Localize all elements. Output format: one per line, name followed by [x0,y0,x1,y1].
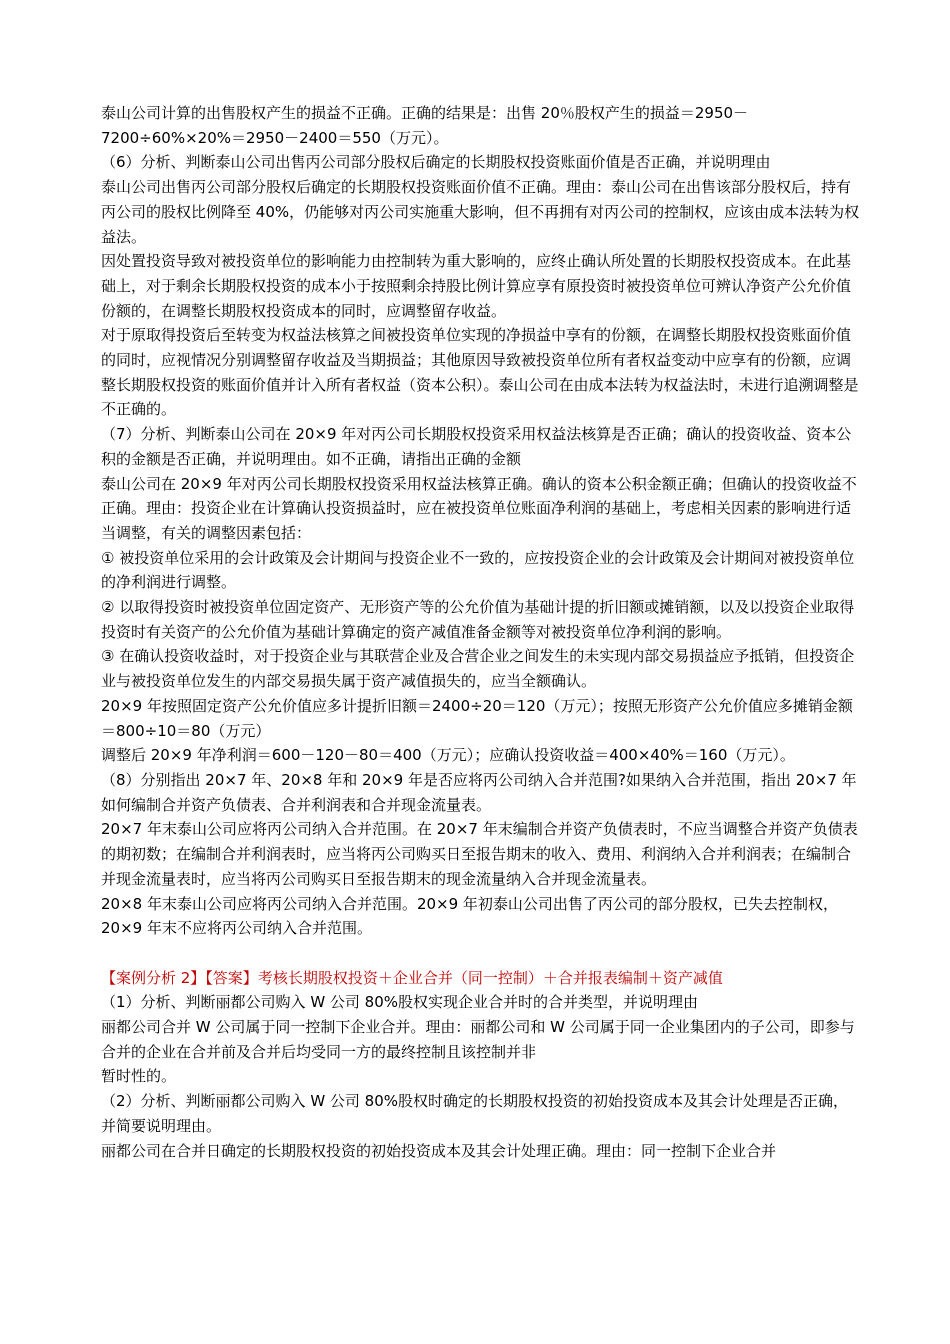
question-7: （7）分析、判断泰山公司在 20×9 年对丙公司长期股权投资采用权益法核算是否正确；确认的投资收益、资本公积的金额是否正确，并说明理由。如不正确，请指出正确的金额 [101,425,852,468]
paragraph-retrospective: 对于原取得投资后至转变为权益法核算之间被投资单位实现的净损益中享有的份额，在调整长期股权投资账面价值的同时，应视情况分别调整留存收益及当期损益；其他原因导致被投资单位所有者权益变动中应享有的份额，应调整长期股权投资的账面价值并计入所有者权益（资本公积）。泰山公司在由成本法转为权益法时，未进行追溯调整是不正确的。 [101,326,859,419]
paragraph-disposal: 因处置投资导致对被投资单位的影响能力由控制转为重大影响的，应终止确认所处置的长期股权投资成本。在此基础上，对于剩余长期股权投资的成本小于按照剩余持股比例计算应享有原投资时被投资单位可辨认净资产公允价值份额的，在调整长期股权投资成本的同时，应调整留存收益。 [101,252,852,320]
answer-8-part-2: 20×8 年末泰山公司应将丙公司纳入合并范围。20×9 年初泰山公司出售了丙公司的部分股权，已失去控制权，20×9 年末不应将丙公司纳入合并范围。 [101,894,838,938]
question-8: （8）分别指出 20×7 年、20×8 年和 20×9 年是否应将丙公司纳入合并范围?如果纳入合并范围，指出 20×7 年如何编制合并资产负债表、合并利润表和合并现金流量表。 [101,770,857,814]
net-profit-calc: 调整后 20×9 年净利润＝600－120－80＝400（万元）；应确认投资收益＝400×40%＝160（万元）。 [101,746,795,765]
answer-7: 泰山公司在 20×9 年对丙公司长期股权投资采用权益法核算正确。确认的资本公积金额正确；但确认的投资收益不正确。理由：投资企业在计算确认投资损益时，应在被投资单位账面净利润的基础上，考虑相关因素的影响进行适当调整，有关的调整因素包括： [101,474,857,542]
adjustment-item-1: ① 被投资单位采用的会计政策及会计期间与投资企业不一致的，应按投资企业的会计政策及会计期间对被投资单位的净利润进行调整。 [101,548,855,592]
question-6: （6）分析、判断泰山公司出售丙公司部分股权后确定的长期股权投资账面价值是否正确，并说明理由 [101,153,771,172]
case2-question-1: （1）分析、判断丽都公司购入 W 公司 80%股权实现企业合并时的合并类型，并说明理由 [101,993,699,1012]
paragraph-loss-calc: 泰山公司计算的出售股权产生的损益不正确。正确的结果是：出售 20％股权产生的损益＝2950－7200÷60%×20%＝2950－2400＝550（万元）。 [101,104,749,147]
case2-answer-2: 丽都公司在合并日确定的长期股权投资的初始投资成本及其会计处理正确。理由：同一控制下企业合并 [101,1141,777,1160]
adjustment-item-2: ② 以取得投资时被投资单位固定资产、无形资产等的公允价值为基础计提的折旧额或摊销额，以及以投资企业取得投资时有关资产的公允价值为基础计算确定的资产减值准备金额等对被投资单位净利润的影响。 [101,598,855,641]
answer-8-part-1: 20×7 年末泰山公司应将丙公司纳入合并范围。在 20×7 年末编制合并资产负债表时，不应当调整合并资产负债表的期初数；在编制合并利润表时，应当将丙公司购买日至报告期末的收入、费用、利润纳入合并利润表；在编制合并现金流量表时，应当将丙公司购买日至报告期末的现金流量纳入合并现金流量表。 [101,820,858,888]
case2-answer-1-cont: 暂时性的。 [101,1067,177,1086]
answer-6: 泰山公司出售丙公司部分股权后确定的长期股权投资账面价值不正确。理由：泰山公司在出售该部分股权后，持有丙公司的股权比例降至 40%，仍能够对丙公司实施重大影响，但不再拥有对丙公司的控制权，应该由成本法转为权益法。 [101,178,860,246]
adjustment-item-3: ③ 在确认投资收益时，对于投资企业与其联营企业及合营企业之间发生的未实现内部交易损益应予抵销，但投资企业与被投资单位发生的内部交易损失属于资产减值损失的，应当全额确认。 [101,647,855,691]
depreciation-calc: 20×9 年按照固定资产公允价值应多计提折旧额＝2400÷20＝120（万元）；按照无形资产公允价值应多摊销金额＝800÷10＝80（万元） [101,696,853,740]
case-heading: 【案例分析 2】【答案】考核长期股权投资＋企业合并（同一控制）＋合并报表编制＋资产减值 [101,968,723,987]
document-page [101,101,863,1163]
case2-answer-1: 丽都公司合并 W 公司属于同一控制下企业合并。理由：丽都公司和 W 公司属于同一企业集团内的子公司，即参与合并的企业在合并前及合并后均受同一方的最终控制且该控制并非 [101,1018,855,1061]
case2-question-2: （2）分析、判断丽都公司购入 W 公司 80%股权时确定的长期股权投资的初始投资成本及其会计处理是否正确，并简要说明理由。 [101,1092,849,1135]
